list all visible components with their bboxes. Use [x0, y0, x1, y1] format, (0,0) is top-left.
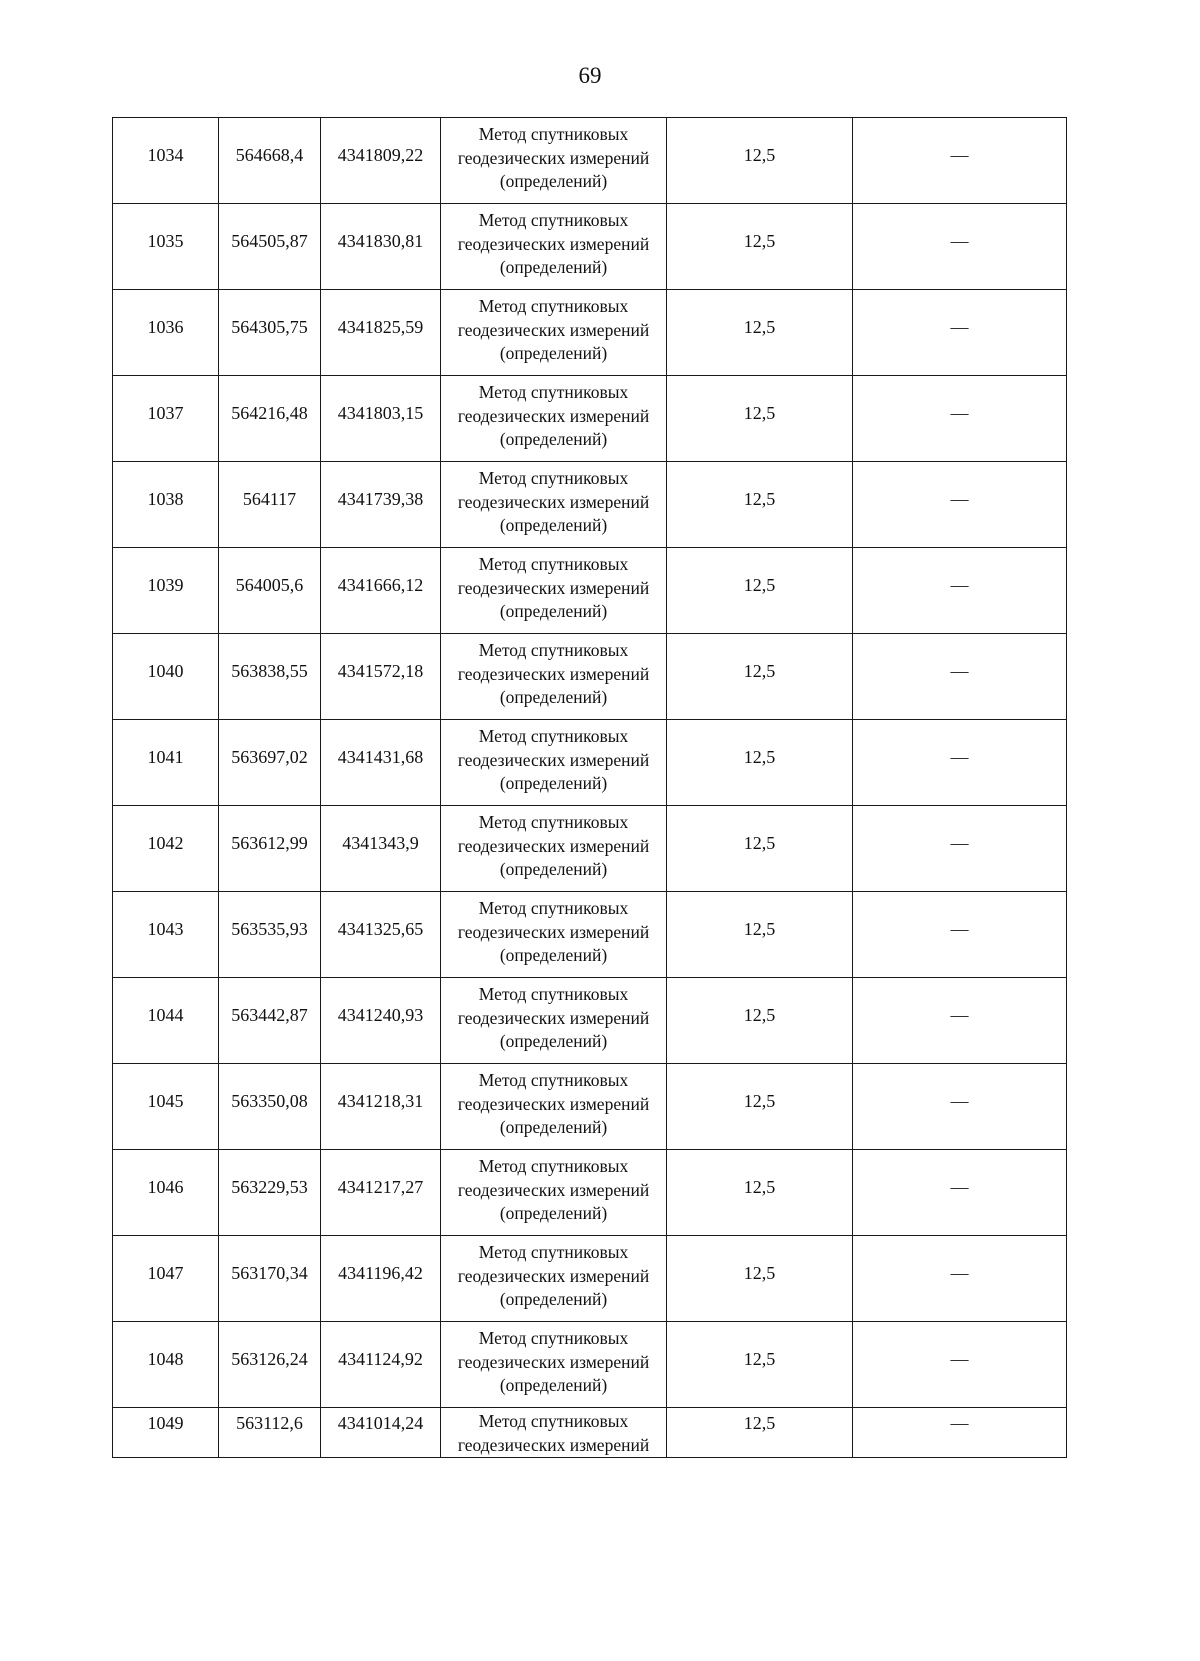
- accuracy-cell: 12,5: [667, 204, 853, 290]
- point-number-cell: 1034: [113, 118, 219, 204]
- note-cell: —: [853, 1408, 1067, 1458]
- table-row: [113, 1322, 1067, 1408]
- method-cell: Метод спутниковых геодезических измерений (определений): [441, 978, 667, 1064]
- accuracy-cell: 12,5: [667, 1150, 853, 1236]
- x-coordinate-cell: 564305,75: [219, 290, 321, 376]
- x-coordinate-cell: 563535,93: [219, 892, 321, 978]
- coordinates-table: [112, 117, 1067, 1458]
- accuracy-cell: 12,5: [667, 892, 853, 978]
- y-coordinate-cell: 4341196,42: [321, 1236, 441, 1322]
- table-row: [113, 290, 1067, 376]
- y-coordinate-cell: 4341739,38: [321, 462, 441, 548]
- x-coordinate-cell: 563838,55: [219, 634, 321, 720]
- accuracy-cell: 12,5: [667, 806, 853, 892]
- note-cell: —: [853, 634, 1067, 720]
- note-cell: —: [853, 978, 1067, 1064]
- method-cell: Метод спутниковых геодезических измерений (определений): [441, 806, 667, 892]
- method-cell: Метод спутниковых геодезических измерений (определений): [441, 290, 667, 376]
- point-number-cell: 1049: [113, 1408, 219, 1458]
- y-coordinate-cell: 4341830,81: [321, 204, 441, 290]
- x-coordinate-cell: 563229,53: [219, 1150, 321, 1236]
- accuracy-cell: 12,5: [667, 1322, 853, 1408]
- note-cell: —: [853, 376, 1067, 462]
- method-cell: Метод спутниковых геодезических измерений (определений): [441, 892, 667, 978]
- method-cell: Метод спутниковых геодезических измерений (определений): [441, 1236, 667, 1322]
- x-coordinate-cell: 564117: [219, 462, 321, 548]
- point-number-cell: 1048: [113, 1322, 219, 1408]
- x-coordinate-cell: 563697,02: [219, 720, 321, 806]
- x-coordinate-cell: 563612,99: [219, 806, 321, 892]
- method-cell: Метод спутниковых геодезических измерений (определений): [441, 1150, 667, 1236]
- y-coordinate-cell: 4341825,59: [321, 290, 441, 376]
- method-cell: Метод спутниковых геодезических измерений (определений): [441, 204, 667, 290]
- note-cell: —: [853, 290, 1067, 376]
- accuracy-cell: 12,5: [667, 118, 853, 204]
- method-cell: Метод спутниковых геодезических измерений (определений): [441, 376, 667, 462]
- y-coordinate-cell: 4341325,65: [321, 892, 441, 978]
- method-cell: Метод спутниковых геодезических измерений (определений): [441, 462, 667, 548]
- note-cell: —: [853, 548, 1067, 634]
- method-cell: Метод спутниковых геодезических измерений (определений): [441, 720, 667, 806]
- note-cell: —: [853, 204, 1067, 290]
- x-coordinate-cell: 563350,08: [219, 1064, 321, 1150]
- point-number-cell: 1040: [113, 634, 219, 720]
- point-number-cell: 1038: [113, 462, 219, 548]
- note-cell: —: [853, 1150, 1067, 1236]
- method-cell: Метод спутниковых геодезических измерений: [441, 1408, 667, 1458]
- x-coordinate-cell: 564216,48: [219, 376, 321, 462]
- note-cell: —: [853, 1322, 1067, 1408]
- table-row: [113, 1064, 1067, 1150]
- x-coordinate-cell: 563126,24: [219, 1322, 321, 1408]
- y-coordinate-cell: 4341809,22: [321, 118, 441, 204]
- note-cell: —: [853, 462, 1067, 548]
- y-coordinate-cell: 4341803,15: [321, 376, 441, 462]
- point-number-cell: 1042: [113, 806, 219, 892]
- method-cell: Метод спутниковых геодезических измерений (определений): [441, 118, 667, 204]
- y-coordinate-cell: 4341572,18: [321, 634, 441, 720]
- method-cell: Метод спутниковых геодезических измерений (определений): [441, 1322, 667, 1408]
- point-number-cell: 1039: [113, 548, 219, 634]
- table-row: [113, 634, 1067, 720]
- accuracy-cell: 12,5: [667, 720, 853, 806]
- table-row: [113, 720, 1067, 806]
- y-coordinate-cell: 4341431,68: [321, 720, 441, 806]
- point-number-cell: 1045: [113, 1064, 219, 1150]
- y-coordinate-cell: 4341343,9: [321, 806, 441, 892]
- x-coordinate-cell: 563112,6: [219, 1408, 321, 1458]
- table-row: [113, 118, 1067, 204]
- x-coordinate-cell: 564005,6: [219, 548, 321, 634]
- accuracy-cell: 12,5: [667, 462, 853, 548]
- x-coordinate-cell: 563170,34: [219, 1236, 321, 1322]
- accuracy-cell: 12,5: [667, 978, 853, 1064]
- table-row: [113, 1236, 1067, 1322]
- table-row: [113, 204, 1067, 290]
- table-row: [113, 806, 1067, 892]
- coordinates-table-body: [113, 118, 1067, 1458]
- note-cell: —: [853, 118, 1067, 204]
- point-number-cell: 1043: [113, 892, 219, 978]
- method-cell: Метод спутниковых геодезических измерений (определений): [441, 548, 667, 634]
- x-coordinate-cell: 564668,4: [219, 118, 321, 204]
- table-row: [113, 462, 1067, 548]
- table-row: [113, 892, 1067, 978]
- point-number-cell: 1044: [113, 978, 219, 1064]
- accuracy-cell: 12,5: [667, 290, 853, 376]
- accuracy-cell: 12,5: [667, 1064, 853, 1150]
- y-coordinate-cell: 4341217,27: [321, 1150, 441, 1236]
- note-cell: —: [853, 1236, 1067, 1322]
- page-number: 69: [578, 63, 602, 88]
- note-cell: —: [853, 1064, 1067, 1150]
- y-coordinate-cell: 4341240,93: [321, 978, 441, 1064]
- point-number-cell: 1037: [113, 376, 219, 462]
- point-number-cell: 1047: [113, 1236, 219, 1322]
- table-row: [113, 1150, 1067, 1236]
- table-row: [113, 1408, 1067, 1458]
- table-row: [113, 376, 1067, 462]
- accuracy-cell: 12,5: [667, 634, 853, 720]
- accuracy-cell: 12,5: [667, 1408, 853, 1458]
- point-number-cell: 1036: [113, 290, 219, 376]
- table-row: [113, 978, 1067, 1064]
- note-cell: —: [853, 720, 1067, 806]
- x-coordinate-cell: 563442,87: [219, 978, 321, 1064]
- accuracy-cell: 12,5: [667, 1236, 853, 1322]
- note-cell: —: [853, 892, 1067, 978]
- point-number-cell: 1041: [113, 720, 219, 806]
- y-coordinate-cell: 4341014,24: [321, 1408, 441, 1458]
- y-coordinate-cell: 4341124,92: [321, 1322, 441, 1408]
- table-row: [113, 548, 1067, 634]
- method-cell: Метод спутниковых геодезических измерений (определений): [441, 1064, 667, 1150]
- method-cell: Метод спутниковых геодезических измерений (определений): [441, 634, 667, 720]
- point-number-cell: 1046: [113, 1150, 219, 1236]
- accuracy-cell: 12,5: [667, 376, 853, 462]
- accuracy-cell: 12,5: [667, 548, 853, 634]
- y-coordinate-cell: 4341666,12: [321, 548, 441, 634]
- y-coordinate-cell: 4341218,31: [321, 1064, 441, 1150]
- note-cell: —: [853, 806, 1067, 892]
- point-number-cell: 1035: [113, 204, 219, 290]
- x-coordinate-cell: 564505,87: [219, 204, 321, 290]
